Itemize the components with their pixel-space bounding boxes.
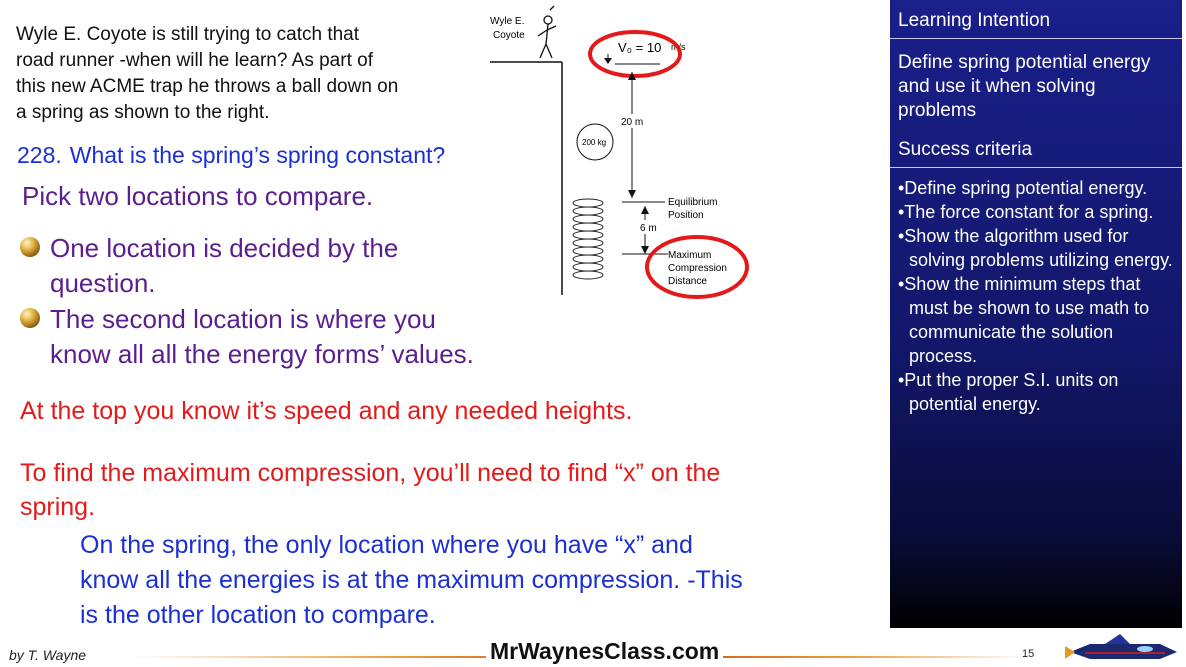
find-line: To find the maximum compression, you’ll need to find “x” on the	[20, 459, 721, 487]
intro-line: road runner -when will he learn? As part of	[16, 50, 373, 71]
pick-instruction: Pick two locations to compare.	[22, 181, 374, 211]
bullet-line: One location is decided by the	[50, 233, 399, 263]
compression-label: 6 m	[640, 223, 657, 234]
top-info-text: At the top you know it’s speed and any needed heights.	[20, 397, 633, 425]
find-compression-text	[20, 456, 880, 524]
page-number: 15	[1022, 648, 1035, 660]
other-location-text	[80, 528, 870, 633]
bullet-line: question.	[50, 268, 156, 298]
coyote-label: Coyote	[493, 30, 525, 41]
equilibrium-label: Position	[668, 210, 704, 221]
spring-diagram	[470, 0, 770, 300]
bullet-line: The second location is where you	[50, 304, 436, 334]
bullet-line: know all all the energy forms’ values.	[50, 339, 474, 369]
criteria-item: •Show the algorithm used for solving problems utilizing energy.	[898, 226, 1173, 270]
intro-line: Wyle E. Coyote is still trying to catch that	[16, 24, 360, 45]
criteria-item: •The force constant for a spring.	[898, 202, 1154, 222]
intro-line: a spring as shown to the right.	[16, 102, 270, 123]
learning-intention-title: Learning Intention	[898, 10, 1051, 31]
success-criteria-list	[890, 168, 1182, 416]
question-text: What is the spring’s spring constant?	[69, 142, 446, 168]
spring-icon	[573, 199, 603, 279]
bullet-orb-icon	[20, 308, 40, 328]
coyote-figure-icon	[538, 6, 556, 58]
blue-line: is the other location to compare.	[80, 601, 436, 629]
max-compression-label: Maximum	[668, 250, 712, 261]
ball-label: 200 kg	[582, 138, 607, 147]
criteria-item: •Put the proper S.I. units on potential energy.	[898, 370, 1119, 414]
learning-intention-text: Define spring potential energy and use it when solving problems	[898, 52, 1151, 121]
intro-line: this new ACME trap he throws a ball down on	[16, 76, 399, 97]
v0-unit: m/s	[671, 42, 686, 52]
intro-paragraph	[16, 22, 466, 126]
question	[17, 142, 445, 169]
success-criteria-title: Success criteria	[898, 139, 1033, 160]
find-line: spring.	[20, 493, 96, 521]
criteria-item: •Show the minimum steps that must be shown to use math to communicate the solution process.	[898, 274, 1150, 366]
question-number: 228.	[17, 142, 62, 168]
criteria-item: •Define spring potential energy.	[898, 178, 1148, 198]
v0-label: V₀ = 10	[618, 40, 662, 55]
blue-line: On the spring, the only location where you have “x” and	[80, 531, 693, 559]
max-compression-label: Distance	[668, 276, 707, 287]
site-brand: MrWaynesClass.com	[486, 638, 723, 665]
author-credit: by T. Wayne	[9, 647, 87, 663]
height-label: 20 m	[621, 117, 644, 128]
equilibrium-label: Equilibrium	[668, 197, 718, 208]
max-compression-label: Compression	[668, 263, 727, 274]
bullet-orb-icon	[20, 237, 40, 257]
bullet-item	[20, 302, 570, 372]
learning-panel	[890, 0, 1182, 628]
blue-line: know all the energies is at the maximum compression. -This	[80, 566, 743, 594]
rocket-logo-icon	[1065, 632, 1180, 664]
coyote-label: Wyle E.	[490, 16, 525, 27]
